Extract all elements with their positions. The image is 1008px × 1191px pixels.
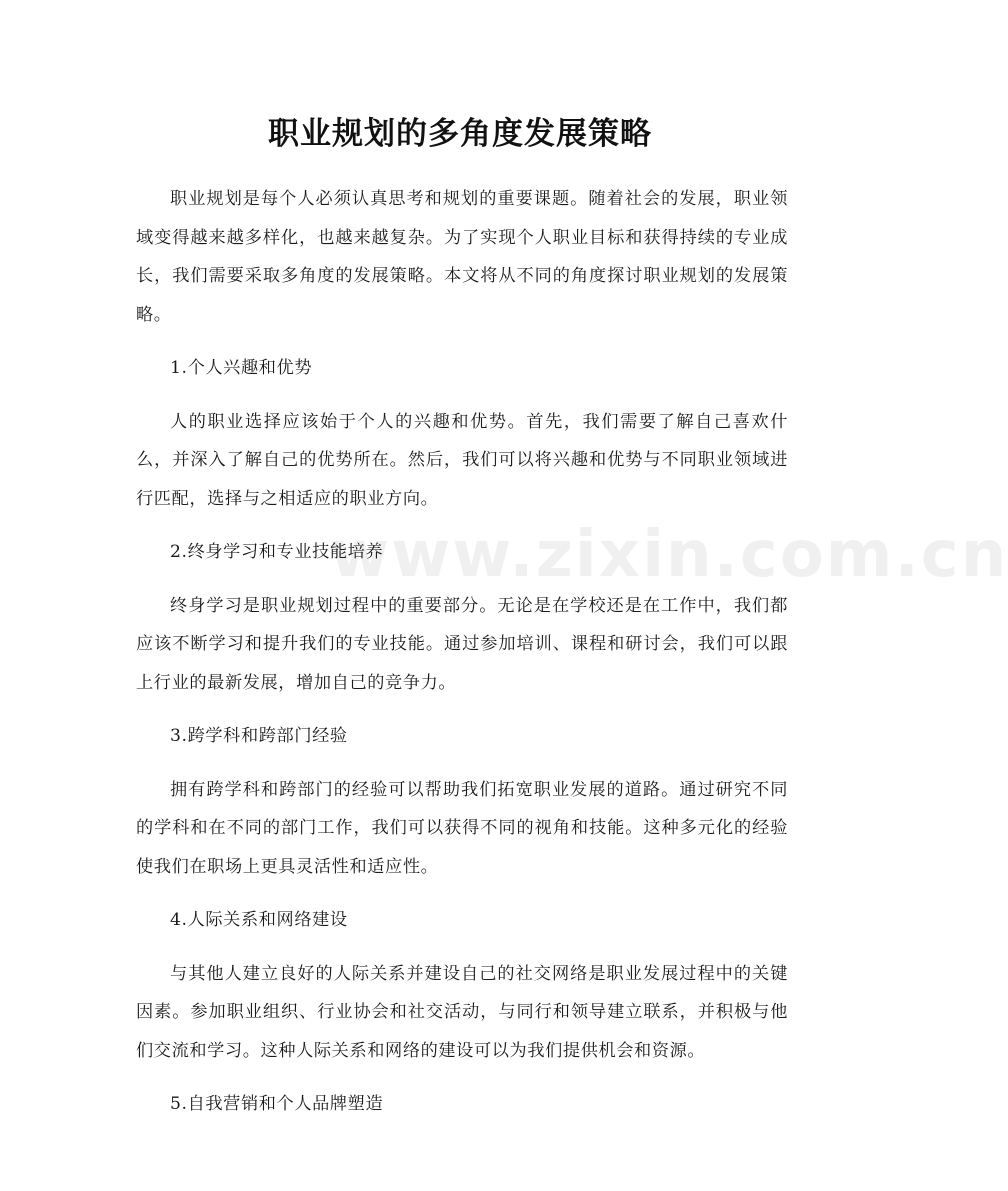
section-paragraph-2: 终身学习是职业规划过程中的重要部分。无论是在学校还是在工作中，我们都应该不断学习和提升我们的专业技能。通过参加培训、课程和研讨会，我们可以跟上行业的最新发展，增加自己的竞争力。 — [136, 595, 788, 693]
document-title: 职业规划的多角度发展策略 — [268, 116, 652, 152]
intro-paragraph: 职业规划是每个人必须认真思考和规划的重要课题。随着社会的发展，职业领域变得越来越多样化，也越来越复杂。为了实现个人职业目标和获得持续的专业成长，我们需要采取多角度的发展策略。本文将从不同的角度探讨职业规划的发展策略。 — [136, 189, 788, 325]
section-heading-1: 1.个人兴趣和优势 — [170, 358, 313, 378]
section-heading-5: 5.自我营销和个人品牌塑造 — [170, 1094, 384, 1114]
section-paragraph-1: 人的职业选择应该始于个人的兴趣和优势。首先，我们需要了解自己喜欢什么，并深入了解自己的优势所在。然后，我们可以将兴趣和优势与不同职业领域进行匹配，选择与之相适应的职业方向。 — [136, 411, 788, 509]
section-heading-2: 2.终身学习和专业技能培养 — [170, 542, 384, 562]
section-heading-3: 3.跨学科和跨部门经验 — [170, 726, 348, 746]
section-paragraph-3: 拥有跨学科和跨部门的经验可以帮助我们拓宽职业发展的道路。通过研究不同的学科和在不同的部门工作，我们可以获得不同的视角和技能。这种多元化的经验使我们在职场上更具灵活性和适应性。 — [136, 779, 788, 877]
watermark: www.zixin.com.cn — [330, 518, 1008, 592]
section-heading-4: 4.人际关系和网络建设 — [170, 910, 348, 930]
section-paragraph-4: 与其他人建立良好的人际关系并建设自己的社交网络是职业发展过程中的关键因素。参加职业组织、行业协会和社交活动，与同行和领导建立联系，并积极与他们交流和学习。这种人际关系和网络的建设可以为我们提供机会和资源。 — [136, 963, 788, 1061]
document-body — [136, 180, 1008, 1139]
